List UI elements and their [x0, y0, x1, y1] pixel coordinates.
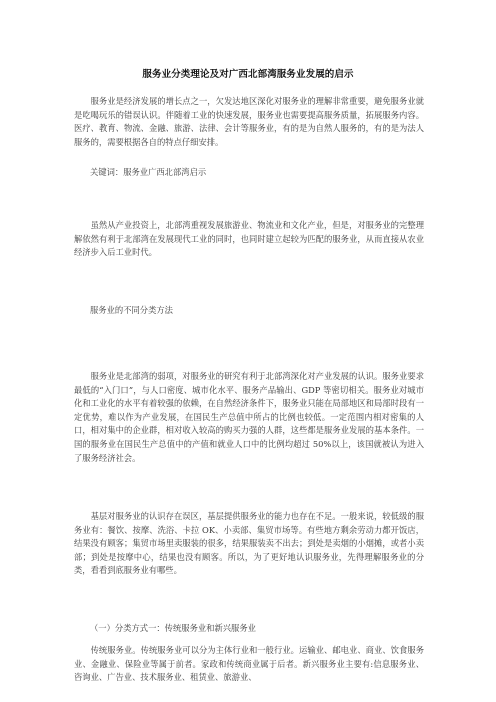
- keywords-line: 关键词：服务业广西北部湾启示: [90, 167, 207, 177]
- body-paragraph-2: 基层对服务业的认识存在误区，基层提供服务业的能力也存在不足。一般来说，较低级的服务业有：餐饮、按摩、洗浴、卡拉 OK、小卖部、集贸市场等。有些地方剩余劳动力都开饭店，结果没有顾客；集贸市场里卖服装的很多，结果服装卖不出去；到处是卖烟的小烟摊，或者小卖部；到处是按摩中心，结果也没有顾客。所以，为了更好地认识服务业，先得理解服务业的分类，看看到底服务业有哪些。: [74, 511, 424, 576]
- body-paragraph-3: 传统服务业。传统服务业可以分为主体行业和一般行业。运输业、邮电业、商业、饮食服务业、金融业、保险业等属于前者。家政和传统商业属于后者。新兴服务业主要有:信息服务业、咨询业、广告业、技术服务业、租赁业、旅游业、: [74, 645, 424, 683]
- section-heading: 服务业的不同分类方法: [90, 305, 173, 315]
- subsection-heading: （一）分类方式一：传统服务业和新兴服务业: [90, 623, 256, 633]
- body-paragraph-1: 服务业是北部湾的弱项，对服务业的研究有利于北部湾深化对产业发展的认识。服务业要求最低的“入门口”，与人口密度、城市化水平、服务产品输出、GDP 等密切相关。服务业对城市化和工业化的水平有着较强的依赖，在自然经济条件下，服务业只能在局部地区和局部时段有一定优势，难以作为产业发展，在国民生产总值中所占的比例也较低。一定范围内相对密集的人口，相对集中的企业群，相对收入较高的购买力强的人群，这些都是服务业发展的基本条件。一国的服务业在国民生产总值中的产值和就业人口中的比例均超过 50%以上，该国就被认为进入了服务经济社会。: [74, 371, 424, 463]
- intro-paragraph: 虽然从产业投资上，北部湾重视发展旅游业、物流业和文化产业，但是，对服务业的完整理解依然有利于北部湾在发展现代工业的同时，也同时建立起较为匹配的服务业，从而直接从农业经济步入后工业时代。: [74, 220, 424, 258]
- abstract-paragraph: 服务业是经济发展的增长点之一，欠发达地区深化对服务业的理解非常重要，避免服务业就是吃喝玩乐的错误认识。伴随着工业的快速发展，服务业也需要提高服务质量，拓展服务内容。医疗、教育、物流、金融、旅游、法律、会计等服务业，有的是为自然人服务的，有的是为法人服务的，需要根据各自的特点仔细安排。: [74, 96, 424, 147]
- document-title: 服务业分类理论及对广西北部湾服务业发展的启示: [142, 69, 354, 80]
